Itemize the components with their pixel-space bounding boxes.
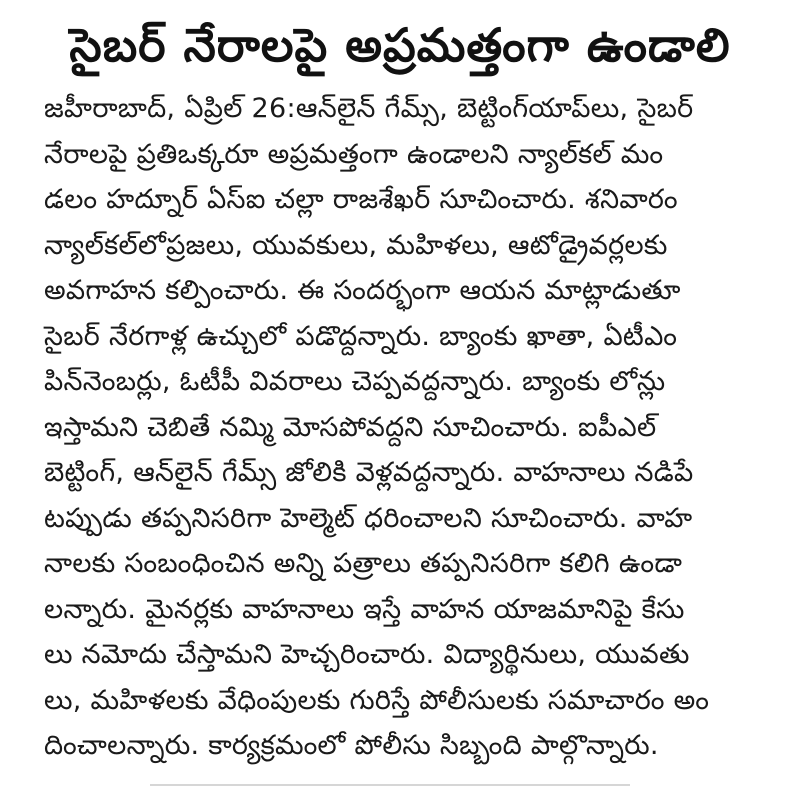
article-line: న్యాల్‌కల్‌లోప్రజలు, యువకులు, మహిళలు, ఆటోడ్రైవర్లలకు bbox=[44, 229, 668, 261]
article-line: లు, మహిళలకు వేధింపులకు గురిస్తే పోలీసులకు సమాచారం అం bbox=[44, 684, 710, 716]
article-line: పిన్‌నెంబర్లు, ఓటీపీ వివరాలు చెప్పవద్దన్నారు. బ్యాంకు లోన్లు bbox=[44, 366, 666, 397]
headline: సైబర్ నేరాలపై అప్రమత్తంగా ఉండాలి bbox=[69, 18, 731, 72]
article-line: అవగాహన కల్పించారు. ఈ సందర్భంగా ఆయన మాట్లాడుతూ bbox=[44, 275, 681, 306]
article-line: లు నమోదు చేస్తామని హెచ్చరించారు. విద్యార్థినులు, యువతు bbox=[44, 639, 690, 670]
article-body bbox=[44, 86, 784, 769]
article-line: డలం హద్నూర్ ఏస్ఐ చల్లా రాజశేఖర్ సూచించారు. శనివారం bbox=[44, 184, 678, 215]
article-line: లన్నారు. మైనర్లకు వాహనాలు ఇస్తే వాహన యాజమానిపై కేసు bbox=[44, 593, 685, 625]
article-line: సైబర్ నేరగాళ్ల ఉచ్చులో పడొద్దన్నారు. బ్యాంకు ఖాతా, ఏటీఎం bbox=[44, 320, 678, 352]
article-line: జహీరాబాద్, ఏప్రిల్ 26:ఆన్‌లైన్ గేమ్స్, బెట్టింగ్‌యాప్‌లు, సైబర్ bbox=[44, 93, 694, 124]
article-line: బెట్టింగ్, ఆన్‌లైన్ గేమ్స్ జోలికి వెళ్లవద్దన్నారు. వాహనాలు నడిపే bbox=[44, 457, 694, 488]
article-line: ఇస్తామని చెబితే నమ్మి మోసపోవద్దని సూచించారు. ఐపీఎల్ bbox=[44, 411, 657, 443]
article-line: టప్పుడు తప్పనిసరిగా హెల్మెట్ ధరించాలని సూచించారు. వాహ bbox=[44, 502, 693, 534]
bottom-divider bbox=[150, 784, 630, 786]
article-line: నేరాలపై ప్రతిఒక్కరూ అప్రమత్తంగా ఉండాలని న్యాల్‌కల్ మం bbox=[44, 138, 664, 170]
article-line: దించాలన్నారు. కార్యక్రమంలో పోలీసు సిబ్బంది పాల్గొన్నారు. bbox=[44, 730, 659, 761]
article-line: నాలకు సంబంధించిన అన్ని పత్రాలు తప్పనిసరిగా కలిగి ఉండా bbox=[44, 548, 683, 579]
